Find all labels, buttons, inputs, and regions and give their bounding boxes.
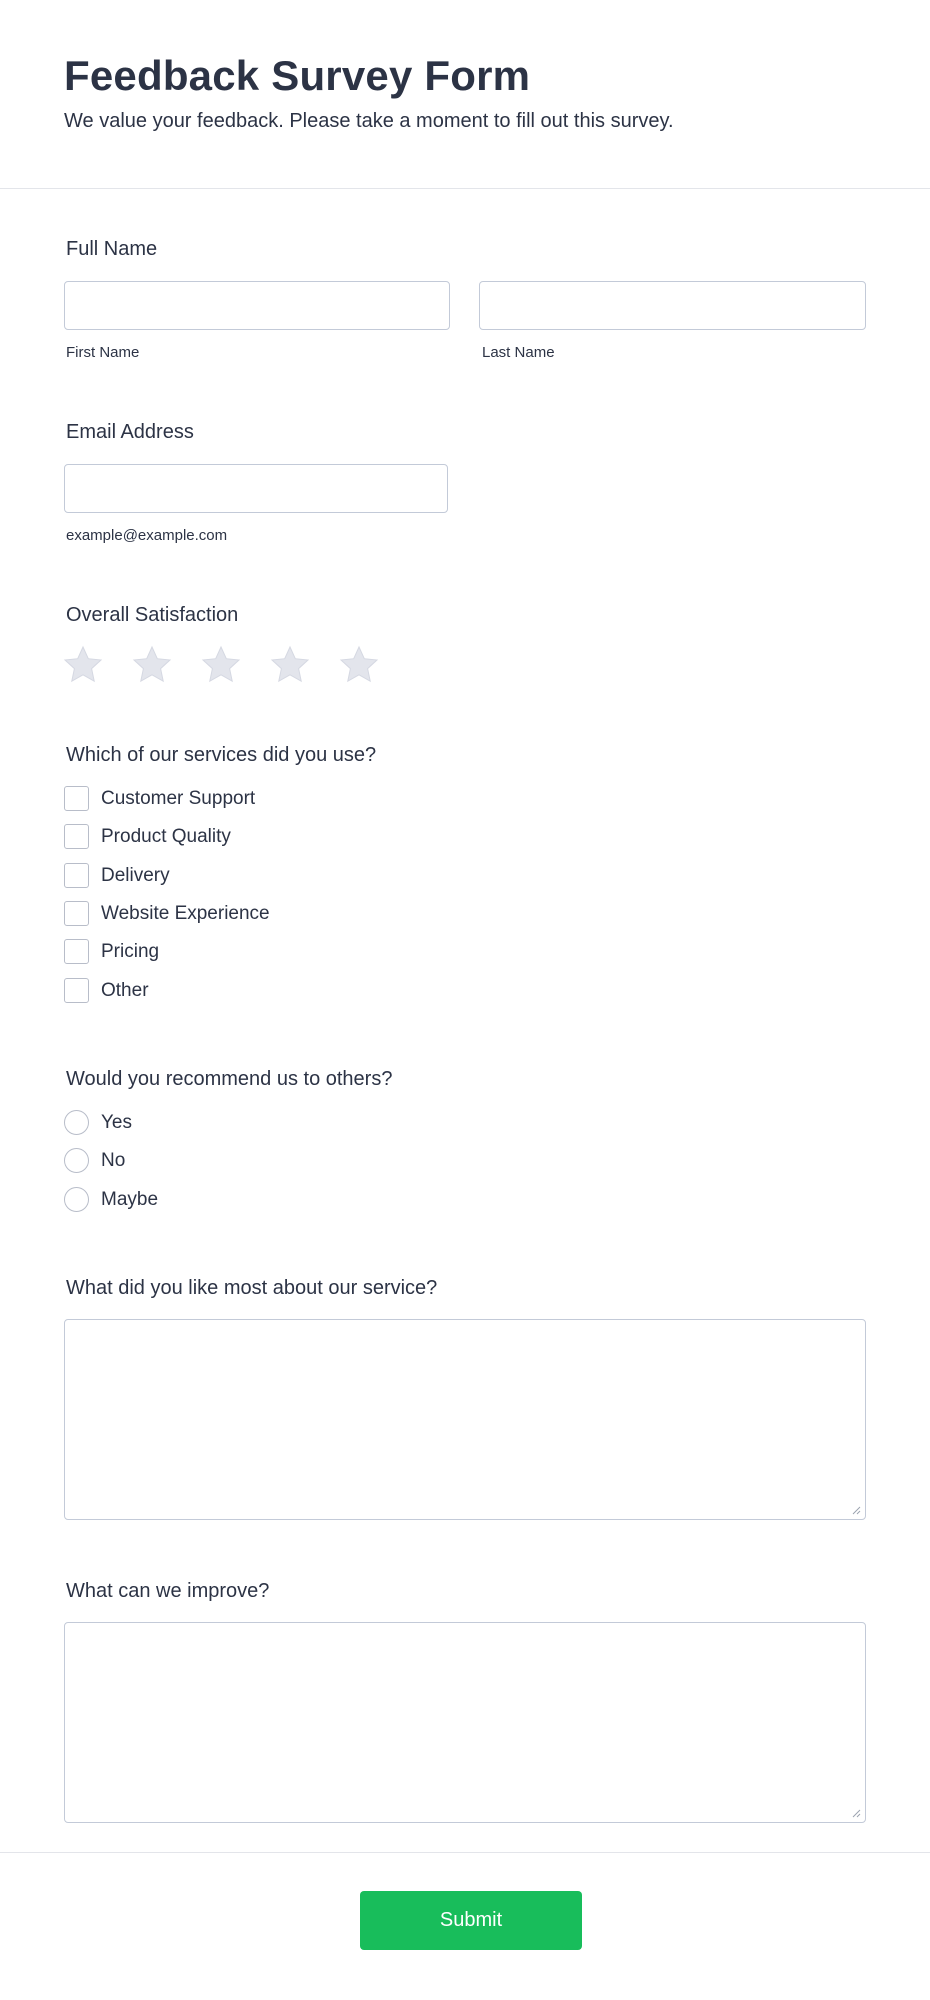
last-name-sublabel: Last Name — [482, 344, 555, 361]
radio-button[interactable] — [64, 1110, 89, 1135]
radio-label: No — [101, 1150, 126, 1171]
services-label: Which of our services did you use? — [66, 744, 377, 766]
checkbox-label: Customer Support — [101, 788, 256, 809]
resize-handle-icon[interactable] — [852, 1809, 861, 1818]
checkbox-label: Product Quality — [101, 826, 231, 847]
submit-button[interactable]: Submit — [360, 1891, 582, 1950]
checkbox-label: Pricing — [101, 941, 160, 962]
checkbox[interactable] — [64, 939, 89, 964]
liked-most-label: What did you like most about our service? — [66, 1277, 438, 1299]
star-icon[interactable] — [270, 645, 310, 685]
radio-label: Yes — [101, 1112, 132, 1133]
checkbox[interactable] — [64, 824, 89, 849]
page-subtitle: We value your feedback. Please take a moment to fill out this survey. — [64, 110, 674, 132]
star-icon[interactable] — [63, 645, 103, 685]
full-name-label: Full Name — [66, 238, 158, 260]
recommend-label: Would you recommend us to others? — [66, 1068, 393, 1090]
satisfaction-label: Overall Satisfaction — [66, 604, 239, 626]
radio-button[interactable] — [64, 1148, 89, 1173]
star-icon[interactable] — [339, 645, 379, 685]
checkbox[interactable] — [64, 786, 89, 811]
email-label: Email Address — [66, 421, 194, 443]
star-icon[interactable] — [201, 645, 241, 685]
checkbox-label: Website Experience — [101, 903, 270, 924]
email-sublabel: example@example.com — [66, 527, 228, 544]
email-input[interactable] — [64, 464, 448, 513]
improve-textarea[interactable] — [64, 1622, 866, 1823]
resize-handle-icon[interactable] — [852, 1506, 861, 1515]
checkbox[interactable] — [64, 978, 89, 1003]
last-name-input[interactable] — [479, 281, 866, 330]
page-title: Feedback Survey Form — [64, 52, 531, 99]
star-icon[interactable] — [132, 645, 172, 685]
checkbox[interactable] — [64, 863, 89, 888]
form-header — [0, 0, 930, 189]
checkbox-label: Other — [101, 980, 149, 1001]
first-name-input[interactable] — [64, 281, 450, 330]
radio-button[interactable] — [64, 1187, 89, 1212]
checkbox[interactable] — [64, 901, 89, 926]
first-name-sublabel: First Name — [66, 344, 140, 361]
improve-label: What can we improve? — [66, 1580, 270, 1602]
radio-label: Maybe — [101, 1189, 159, 1210]
checkbox-label: Delivery — [101, 865, 170, 886]
liked-most-textarea[interactable] — [64, 1319, 866, 1520]
